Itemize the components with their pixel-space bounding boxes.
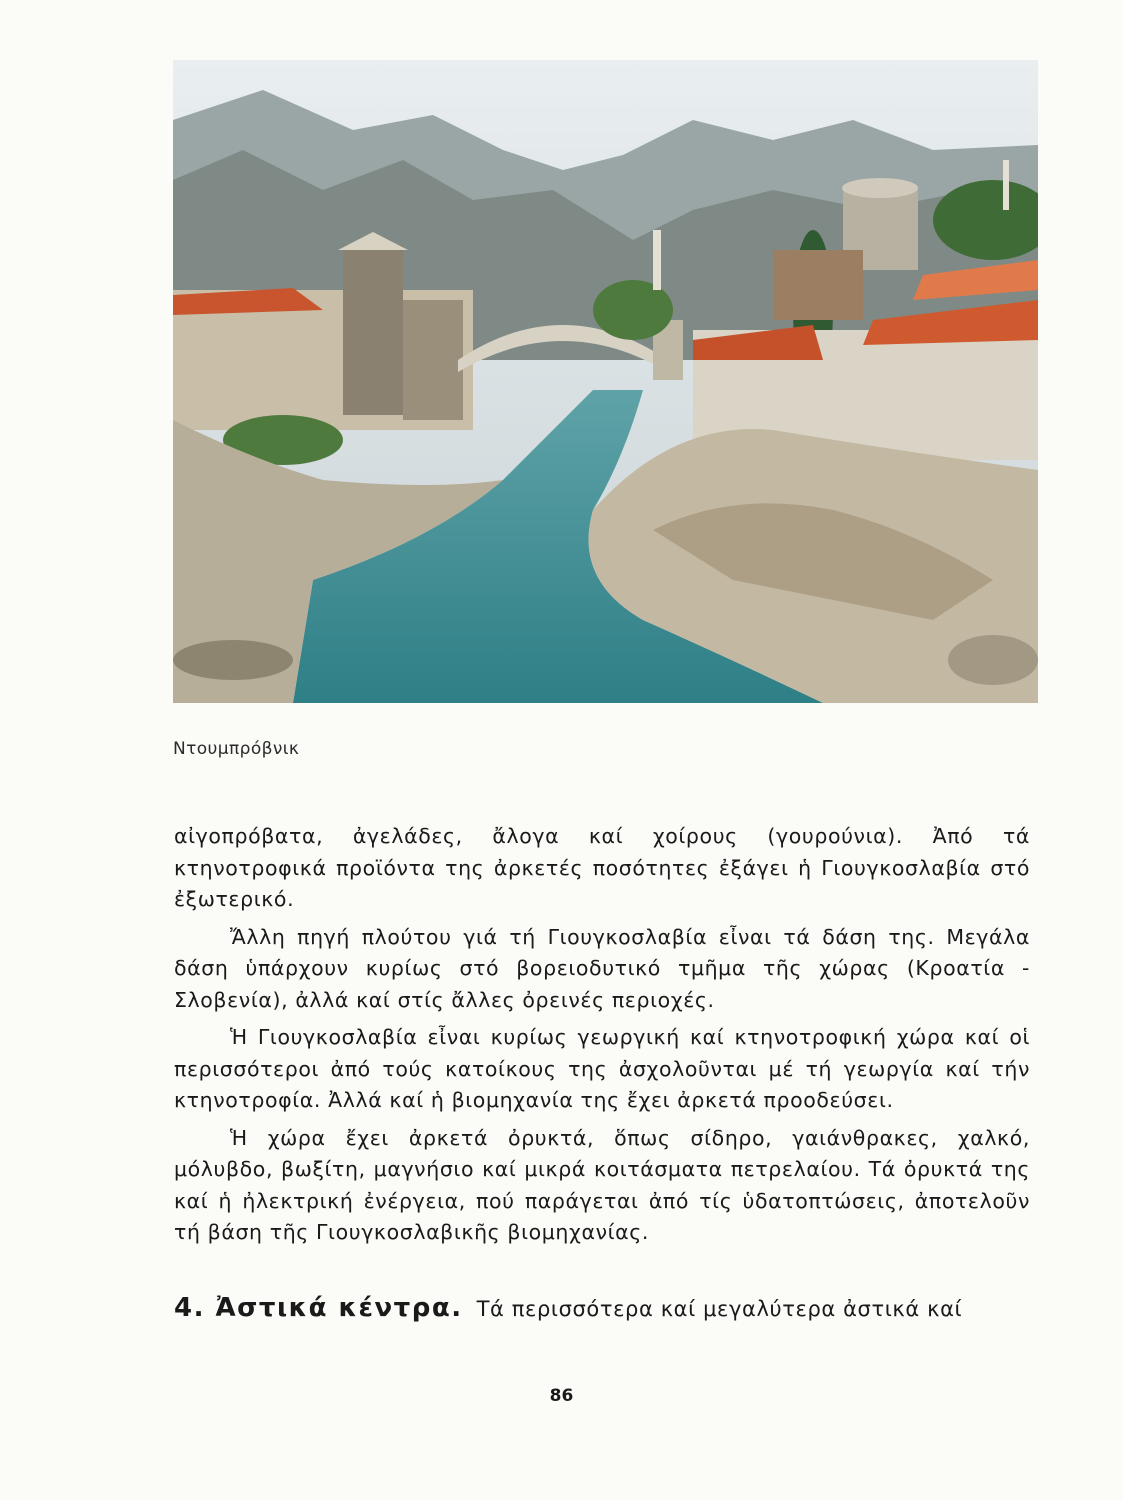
section-urban-centers — [174, 1293, 1030, 1323]
section-text: Τά περισσότερα καί μεγαλύτερα ἀστικά καί — [476, 1297, 963, 1321]
page-number: 86 — [549, 1386, 574, 1406]
body-text — [174, 821, 1030, 1255]
section-heading: 4. Ἀστικά κέντρα. — [174, 1293, 463, 1323]
paragraph: αἰγοπρόβατα, ἀγελάδες, ἄλογα καί χοίρους (γουρούνια). Ἀπό τά κτηνοτροφικά προϊόντα της ἀρκετές ποσότητες ἐξάγει ἡ Γιουγκοσλαβία στό ἐξωτερικό. — [174, 824, 1030, 911]
figure-caption: Ντουμπρόβνικ — [173, 739, 300, 759]
paragraph: Ἡ χώρα ἔχει ἀρκετά ὀρυκτά, ὅπως σίδηρο, γαιάνθρακες, χαλκό, μόλυβδο, βωξίτη, μαγνήσιο καί μικρά κοιτάσματα πετρελαίου. Τά ὀρυκτά της καί ἡ ἠλεκτρική ἐνέργεια, πού παράγεται ἀπό τίς ὑδατοπτώσεις, ἀποτελοῦν τή βάση τῆς Γιουγκοσλαβικῆς βιομηχανίας. — [174, 1125, 1030, 1244]
mostar-bridge-photo — [173, 60, 1038, 703]
paragraph: Ἄλλη πηγή πλούτου γιά τή Γιουγκοσλαβία εἶναι τά δάση της. Μεγάλα δάση ὑπάρχουν κυρίως στό βορειοδυτικό τμῆμα τῆς χώρας (Κροατία - Σλοβενία), ἀλλά καί στίς ἄλλες ὀρεινές περιοχές. — [174, 924, 1030, 1012]
paragraph: Ἡ Γιουγκοσλαβία εἶναι κυρίως γεωργική καί κτηνοτροφική χώρα καί οἱ περισσότεροι ἀπό τούς κατοίκους της ἀσχολοῦνται μέ τή γεωργία καί τήν κτηνοτροφία. Ἀλλά καί ἡ βιομηχανία της ἔχει ἀρκετά προοδεύσει. — [174, 1025, 1030, 1112]
photo-illustration — [173, 60, 1038, 703]
